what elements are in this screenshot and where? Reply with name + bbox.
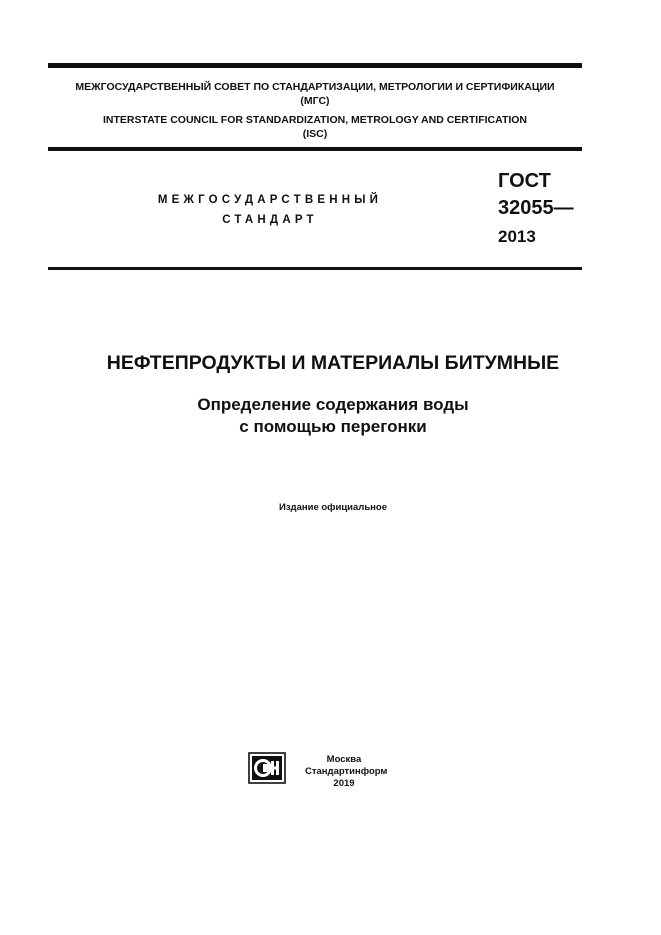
document-title: НЕФТЕПРОДУКТЫ И МАТЕРИАЛЫ БИТУМНЫЕ bbox=[106, 352, 560, 374]
bottom-rule bbox=[48, 267, 582, 270]
standard-type-line1: МЕЖГОСУДАРСТВЕННЫЙ bbox=[157, 194, 383, 206]
publisher-city: Москва bbox=[326, 754, 362, 765]
publication-year: 2019 bbox=[333, 778, 355, 789]
gost-code-year: 2013 bbox=[498, 227, 536, 246]
gost-code-number: 32055— bbox=[498, 197, 574, 219]
council-abbr-ru: (МГС) bbox=[300, 95, 330, 107]
middle-rule bbox=[48, 147, 582, 151]
document-subtitle-line2: с помощью перегонки bbox=[239, 417, 427, 436]
document-subtitle-line1: Определение содержания воды bbox=[197, 395, 469, 414]
gost-code-prefix: ГОСТ bbox=[498, 170, 551, 192]
top-rule bbox=[48, 63, 582, 68]
council-name-ru: МЕЖГОСУДАРСТВЕННЫЙ СОВЕТ ПО СТАНДАРТИЗАЦИИ, МЕТРОЛОГИИ И СЕРТИФИКАЦИИ bbox=[75, 81, 555, 93]
publisher-name: Стандартинформ bbox=[305, 766, 388, 777]
standartinform-logo-icon bbox=[248, 752, 286, 784]
council-name-en: INTERSTATE COUNCIL FOR STANDARDIZATION, METROLOGY AND CERTIFICATION bbox=[102, 114, 528, 126]
council-abbr-en: (ISC) bbox=[302, 128, 328, 140]
standard-type-line2: СТАНДАРТ bbox=[222, 214, 318, 226]
edition-note: Издание официальное bbox=[279, 502, 387, 513]
